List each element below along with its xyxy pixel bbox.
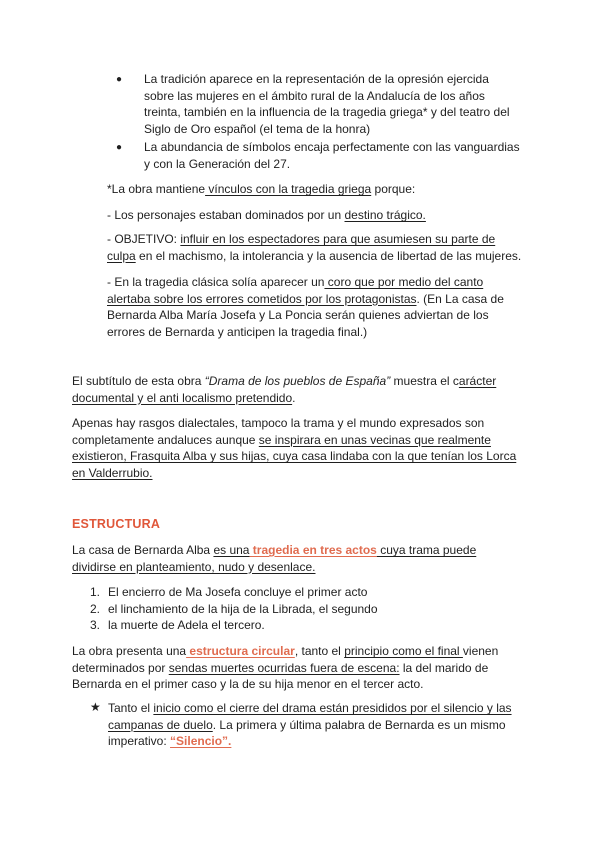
estructura-intro: La casa de Bernarda Alba es una tragedia en tres actos cuya trama puede dividirse en planteamiento, nudo y desenlace. bbox=[72, 543, 477, 574]
link-coro[interactable]: coro que por medio del canto bbox=[324, 275, 484, 289]
link-valderrubio[interactable]: en Valderrubio. bbox=[72, 465, 153, 480]
act-item: la muerte de Adela el tercero. bbox=[108, 618, 265, 632]
bullet-marker: ● bbox=[116, 142, 123, 153]
link-trama[interactable]: cuya trama puede bbox=[376, 543, 477, 557]
dialect-paragraph: Apenas hay rasgos dialectales, tampoco la trama y el mundo expresados son completamente andaluces aunque se inspirara en unas vecinas que realmente existieron, Frasquita Alba y sus hijas, cuya casa lindaba con la que tenían los Lorca en Valderrubio. bbox=[72, 416, 517, 480]
text-line: treinta, también en la influencia de la tragedia griega* y del teatro del bbox=[144, 105, 510, 119]
link-alertaba[interactable]: alertaba sobre los errores cometidos por los protagonistas bbox=[107, 291, 417, 306]
bullet-marker: ● bbox=[116, 74, 123, 85]
link-vecinas[interactable]: se inspirara en unas vecinas que realmente bbox=[258, 432, 491, 447]
text-line: sobre las mujeres en el ámbito rural de la Andalucía de los años bbox=[144, 88, 485, 103]
link-principio[interactable]: principio como el final bbox=[344, 644, 463, 658]
link-vinculos[interactable]: vínculos con la tragedia griega bbox=[205, 182, 372, 196]
link-destino[interactable]: destino trágico. bbox=[344, 208, 426, 222]
list-number: 2. bbox=[89, 602, 100, 616]
link-sendas-muertes[interactable]: sendas muertes ocurridas fuera de escena: bbox=[168, 660, 400, 675]
circular-paragraph: La obra presenta una estructura circular, tanto el principio como el final vienen determinados por sendas muertes ocurridas fuera de escena: la del marido de Bernarda en el primer caso y la de su hija menor en el tercer acto. bbox=[72, 644, 499, 691]
link-frasquita[interactable]: existieron, Frasquita Alba y sus hijas, cuya casa lindaba con la que tenían los Lorca bbox=[72, 449, 517, 463]
highlight-estructura-circular[interactable]: estructura circular bbox=[186, 644, 295, 658]
list-number: 1. bbox=[89, 585, 100, 599]
link-es-una[interactable]: es una bbox=[213, 543, 250, 557]
text-line: La tradición aparece en la representación de la opresión ejercida bbox=[144, 72, 489, 86]
tragedy-point-coro: - En la tragedia clásica solía aparecer un coro que por medio del canto alertaba sobre los errores cometidos por los protagonistas. (En La casa de Bernarda Alba María Josefa y La Poncia serán quienes adviertan de los errores de Bernarda y anticipen la tragedia final.) bbox=[107, 275, 504, 339]
text-line: Siglo de Oro español (el tema de la honra) bbox=[144, 121, 371, 136]
link-influir[interactable]: influir en los espectadores para que asumiesen su parte de bbox=[180, 232, 496, 246]
subtitle-quote: “Drama de los pueblos de España” bbox=[204, 374, 391, 388]
highlight-tragedia[interactable]: tragedia en tres actos bbox=[249, 543, 377, 557]
bullet-tradicion bbox=[144, 71, 510, 137]
link-dividirse[interactable]: dividirse en planteamiento, nudo y desenlace. bbox=[72, 559, 316, 574]
tragedy-point-objetivo: - OBJETIVO: influir en los espectadores para que asumiesen su parte de culpa en el machismo, la intolerancia y la ausencia de libertad de las mujeres. bbox=[107, 232, 522, 263]
text-line: La abundancia de símbolos encaja perfectamente con las vanguardias bbox=[144, 140, 520, 154]
link-inicio-cierre[interactable]: inicio como el cierre del drama están presididos por el silencio y las bbox=[153, 701, 512, 715]
act-item: el linchamiento de la hija de la Librada, el segundo bbox=[108, 602, 378, 616]
link-culpa[interactable]: culpa bbox=[107, 248, 136, 263]
act-item: El encierro de Ma Josefa concluye el primer acto bbox=[108, 585, 368, 599]
list-number: 3. bbox=[89, 618, 100, 632]
tragedy-intro: *La obra mantiene vínculos con la tragedia griega porque: bbox=[107, 182, 416, 196]
highlight-silencio[interactable]: “Silencio”. bbox=[170, 734, 232, 748]
link-campanas[interactable]: campanas de duelo bbox=[108, 717, 213, 732]
tragedy-point-destino: - Los personajes estaban dominados por un destino trágico. bbox=[107, 208, 426, 222]
section-heading-estructura: ESTRUCTURA bbox=[72, 517, 161, 531]
link-caracter[interactable]: arácter bbox=[458, 374, 497, 388]
bullet-simbolos bbox=[144, 139, 520, 172]
text-line: y con la Generación del 27. bbox=[144, 156, 291, 171]
subtitle-paragraph: El subtítulo de esta obra “Drama de los pueblos de España” muestra el carácter documental y el anti localismo pretendido. bbox=[72, 374, 497, 405]
star-item-silencio: Tanto el inicio como el cierre del drama están presididos por el silencio y las campanas de duelo. La primera y última palabra de Bernarda es un mismo imperativo: “Silencio”. bbox=[108, 701, 512, 748]
star-icon: ★ bbox=[90, 700, 101, 714]
link-documental[interactable]: documental y el anti localismo pretendido bbox=[72, 390, 293, 405]
